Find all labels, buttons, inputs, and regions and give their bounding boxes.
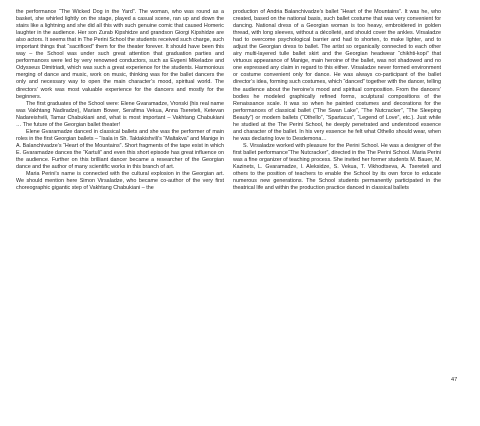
paragraph: Elene Gvaramadze danced in classical ballets and she was the performer of main roles in the first Georgian ballets – “Isala in Sh. Taktakishvili’s “Maltakva” and Manige in A. Balanchivadze’s “Heart of the Mountains”. Short fragments of the tape exist in which E. Gvaramadze dances the “Kartuli” and even this short episode has great influence on the audience. Further on this brilliant dancer became a researcher of the Georgian dance and the author of many scientific works in this branch of art. bbox=[16, 128, 224, 171]
paragraph: production of Andria Balanchivadze’s ballet “Heart of the Mountains”. It was he, who created, based on the national basis, such ballet costume that was very convenient for dancing. National dress of a Georgian woman is too heavy, embroidered in golden thread, with long sleeves, without a décolleté, and should cover the ankles. Virsaladze had to overcome psychological barrier and had to shorten, to make lighter, and to adjust the Georgian dress to ballet. The artist so organically connected to each other airy multi-layered tulle ballet skirt and the Georgian headwear “chikhti-kopi” that virtuous appearance of Manige, main heroine of the ballet, was not shadowed and no one expressed any claim in regard to this either. Virsaladze never formed environment or costume convenient only for dance. He was always co-participant of the ballet director’s idea, forming such costumes, which “danced” together with the dancer, telling the audience about the heroine’s mood and spiritual composition. From the dancers’ bodies he modeled graphically refined forms, sculptural compositions of the Renaissance scale. It was so when he painted costumes and decorations for the performances of classical ballet (“The Swan Lake”, “The Nutcracker”, “The Sleeping Beauty”) or modern ballets (“Othello”, “Spartacus”, “Legend of Love”, etc.). Just while he studied at the The Perini School, he deeply penetrated and understood essence and character of the ballet. In his very essence he felt what Othello should wear, when he was declaring love to Desdemona… bbox=[233, 9, 441, 142]
page-number: 47 bbox=[451, 377, 458, 383]
right-text-column bbox=[233, 9, 441, 192]
paragraph: S. Virsaladze worked with pleasure for the Perini School. He was a designer of the first ballet performance“The Nutcracker”, directed in the The Perini School. Maria Perini was a fine organizer of teaching process. She invited her former students M. Bauer, M. Kazinets, L. Gvaramadze, I. Aleksidze, S. Vekua, T. Vikhodtseva, A. Tsereteli and others to the position of teachers to enable the School by its own force to educate numerous new generations. The School students permanently participated in the theatrical life and within the production practice danced in classical ballets bbox=[233, 142, 441, 192]
left-text-column bbox=[16, 9, 224, 192]
paragraph: Maria Perini’s name is connected with the cultural explosion in the Georgian art. We should mention here Simon Virsaladze, who became co-author of the very first choreographic gigantic step of Vakhtang Chabukiani – the bbox=[16, 171, 224, 192]
paragraph: the performance “The Wicked Dog in the Yard”. The woman, who was round as a basket, she whirled lightly on the stage, played a casual scene, ran up and down the stairs like a lightning and she did all this with such genuine comic that caused Homeric laughter in the audience. Her son Zurab Kipshidze and grandson Giorgi Kipshidze are also actors. It seems that in The Perini School the students received such charge, such important things that “sacrificed” them for the theater forever. It should have been this way – the School was under such great attention that graduation parties and performances were led by very renowned conductors, such as Evgeni Mikeladze and Odysseus Dimitriadi, which was such a great experience for the students. Harmonious merging of dance and music, work on music, thinking was for the ballet dancers the only and necessary way to open the main character’s mood, spiritual world. The directors’ work was most valuable experience for the dancers and mostly for the beginners. bbox=[16, 9, 224, 100]
paragraph: The first graduates of the School were: Elene Gvaramadze, Vronski (his real name was Vakhtang Nadiradze), Mariam Bower, Serafima Vekua, Anna Tsereteli, Ketevan Nadareishvili, Tamar Chabukiani and, what is most important – Vakhtang Chabukiani … The future of the Georgian ballet theater! bbox=[16, 100, 224, 128]
